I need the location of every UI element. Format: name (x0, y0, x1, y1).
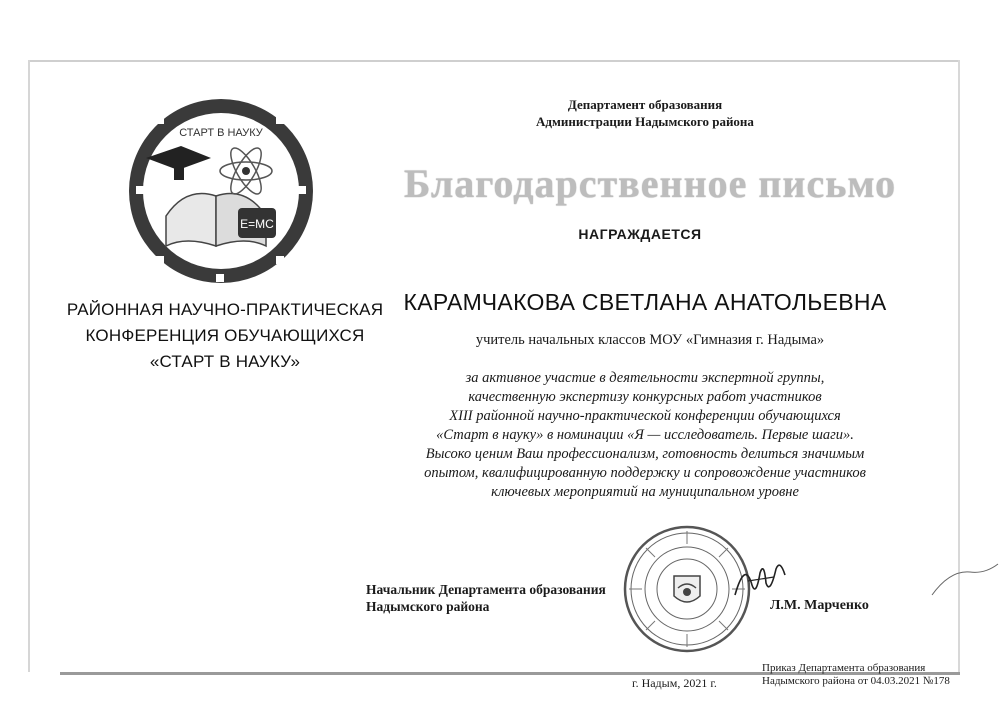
svg-text:СТАРТ В НАУКУ: СТАРТ В НАУКУ (179, 127, 263, 139)
signatory-name: Л.М. Марченко (770, 598, 869, 613)
signatory-role-line2: Надымского района (366, 599, 490, 614)
order-reference (762, 662, 962, 688)
place-and-date: г. Надым, 2021 г. (632, 676, 717, 690)
awarded-label: НАГРАЖДАЕТСЯ (578, 226, 702, 242)
order-line2: Надымского района от 04.03.2021 №178 (762, 675, 950, 687)
recipient-position: учитель начальных классов МОУ «Гимназия г. Надыма» (475, 332, 825, 348)
reason-line: «Старт в науку» в номинации «Я — исследователь. Первые шаги». (436, 427, 854, 443)
margin-scribble-icon (930, 560, 1000, 600)
department-line1: Департамент образования (567, 97, 723, 112)
frame-top-border (28, 60, 958, 62)
signatory-role (366, 581, 626, 615)
signatory-role-line1: Начальник Департамента образования (366, 582, 606, 597)
department-line2: Администрации Надымского района (536, 114, 754, 129)
reason-line: XIII районной научно-практической конференции обучающихся (449, 408, 841, 424)
conference-title-line2: КОНФЕРЕНЦИЯ ОБУЧАЮЩИХСЯ (85, 326, 365, 345)
conference-title-line1: РАЙОННАЯ НАУЧНО-ПРАКТИЧЕСКАЯ (66, 300, 384, 319)
conference-title-line3: «СТАРТ В НАУКУ» (149, 352, 301, 371)
reason-line: опытом, квалифицированную поддержку и сопровождение участников (424, 465, 866, 481)
reason-line: Высоко ценим Ваш профессионализм, готовность делиться значимым (425, 446, 865, 462)
recipient-name: КАРАМЧАКОВА СВЕТЛАНА АНАТОЛЬЕВНА (403, 289, 887, 315)
svg-text:E=MC: E=MC (240, 217, 274, 231)
order-line1: Приказ Департамента образования (762, 662, 926, 674)
reason-text (360, 369, 930, 502)
conference-title (60, 297, 390, 375)
reason-line: качественную экспертизу конкурсных работ участников (468, 389, 822, 405)
conference-emblem-icon (126, 96, 316, 286)
document-title: Благодарственное письмо (403, 161, 897, 206)
department-header (470, 96, 820, 130)
reason-line: ключевых мероприятий на муниципальном уровне (491, 484, 799, 500)
reason-line: за активное участие в деятельности экспертной группы, (465, 370, 825, 386)
frame-left-border (28, 60, 30, 672)
